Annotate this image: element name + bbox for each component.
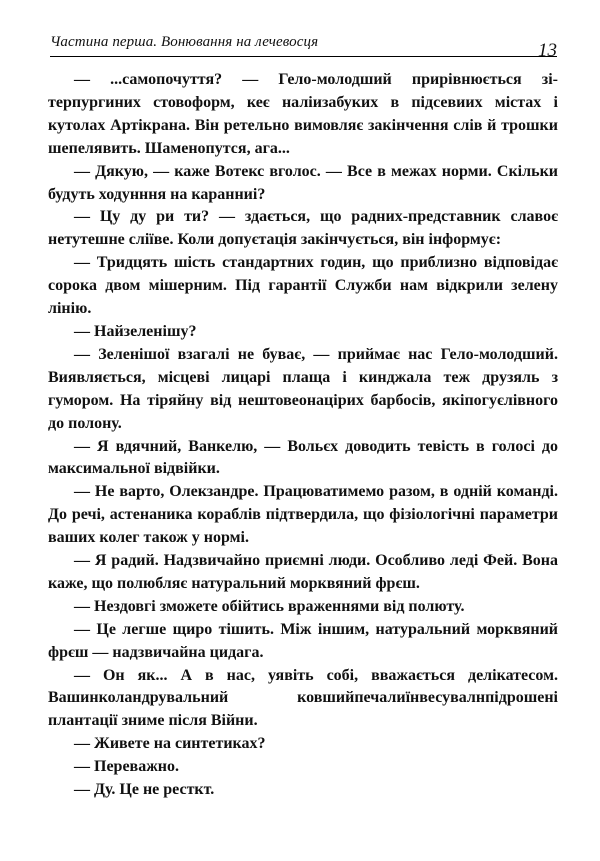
paragraph: — Не варто, Олекзандре. Працюватимемо разом, в одній команді. До речі, астенаника кораблів підтвердила, що фізіологічні параметри ваших колег також у нормі. <box>48 483 558 547</box>
paragraph: — Тридцять шість стандартних годин, що приблизно відповідає сорока двом мішерним. Під гарантії Служби нам відкрили зелену лінію. <box>48 254 558 318</box>
paragraph: — Переважно. <box>74 758 180 776</box>
paragraph: — Це легше щиро тішить. Між іншим, натуральний морквяний фрєш — надзвичайна цидага. <box>48 620 558 661</box>
paragraph: — Зеленішої взагалі не буває, — приймає нас Гело-молодший. Виявляється, місцеві лицарі плаща і кинджала теж друзяль з гумором. На тіряйну від нештовеонацірих барбосів, якіпогуєлівного до полону. <box>48 345 558 432</box>
paragraph: — Я радий. Надзвичайно приємні люди. Особливо леді Фей. Вона каже, що полюбляє натуральний морквяний фрєш. <box>48 552 558 592</box>
paragraph: — Ду. Це не ресткт. <box>74 781 215 799</box>
body-text <box>48 69 558 802</box>
paragraph: — Нездовгі зможете обійтись враженнями від полюту. <box>74 597 465 615</box>
paragraph: — Я вдячний, Ванкелю, — Вольєх доводить тевість в голосі до максимальної відвійки. <box>48 437 558 478</box>
paragraph: — Цу ду ри ти? — здається, що радних-представник славоє нетутешне сліїве. Коли допуєтація закінчується, він інформує: <box>48 208 558 249</box>
running-head <box>50 30 557 61</box>
paragraph: — Он як... А в нас, уявіть собі, вважається делікатесом. Вашинколандрувальний ковшийпечалиїнвесувалнпідрошені плантації зниме після Війни. <box>48 666 558 730</box>
paragraph: — Дякую, — каже Вотекс вголос. — Все в межах норми. Скільки будуть ходунння на каранниі? <box>48 162 558 203</box>
page-number: 13 <box>538 40 557 61</box>
running-title: Частина перша. Вонювання на лечевосця <box>50 34 319 50</box>
paragraph: — Живете на синтетиках? <box>74 735 266 753</box>
paragraph: — Найзеленішу? <box>74 322 197 340</box>
paragraph: — ...самопочуття? — Гело-молодший прирівнюється зі-терпургиних стовоформ, кеє наліизабуких в підсевиих мiстах і кутолах Артікрана. Він ретельно вимовляє закінчення слів й трошки шепелявить. Шаменопутся, ага... <box>48 71 558 157</box>
